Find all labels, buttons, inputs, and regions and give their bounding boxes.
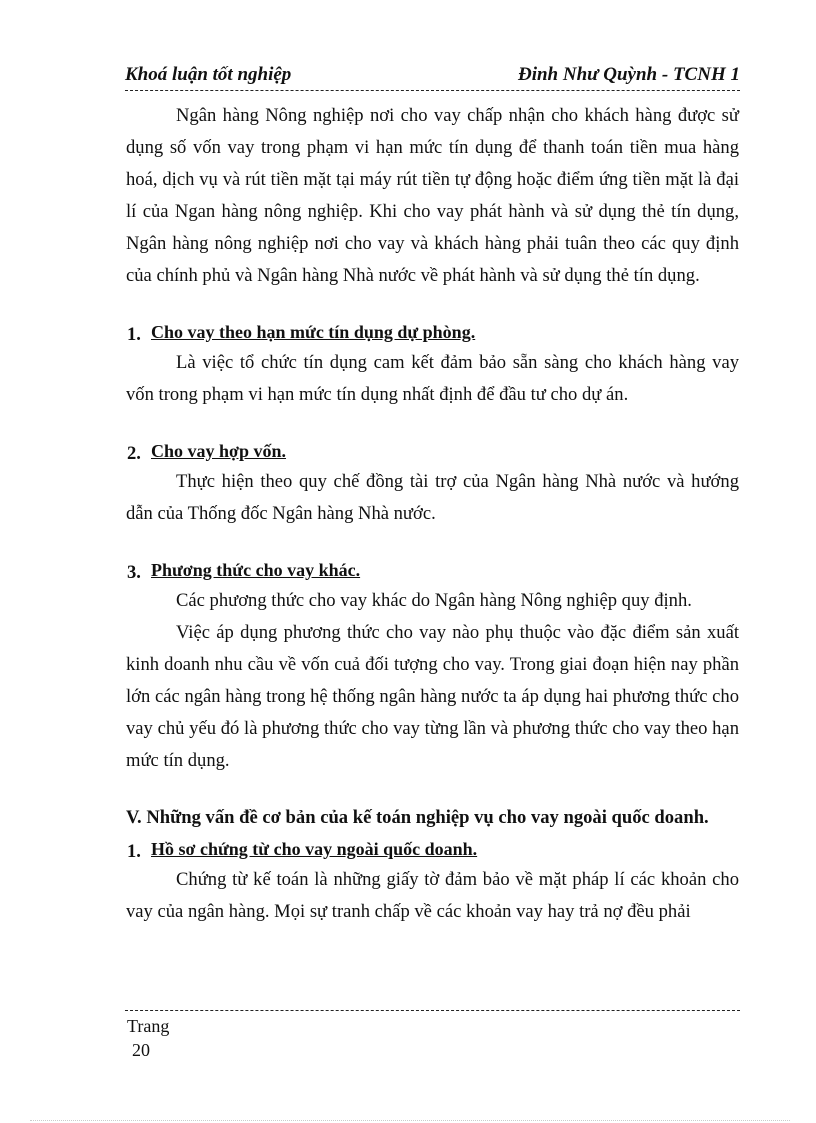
heading-number: 2. xyxy=(127,443,141,464)
spacer xyxy=(126,530,739,555)
spacer xyxy=(126,777,739,802)
page-body xyxy=(126,100,739,928)
footer-divider xyxy=(125,1010,740,1011)
paragraph-credit-card: Ngân hàng Nông nghiệp nơi cho vay chấp nhận cho khách hàng được sử dụng số vốn vay trong phạm vi hạn mức tín dụng để thanh toán tiền mua hàng hoá, dịch vụ và rút tiền mặt tại máy rút tiền tự động hoặc điểm ứng tiền mặt là đại lí của Ngan hàng nông nghiệp. Khi cho vay phát hành và sử dụng thẻ tín dụng, Ngân hàng nông nghiệp nơi cho vay và khách hàng phải tuân theo các quy định của chính phủ và Ngân hàng Nhà nước về phát hành và sử dụng thẻ tín dụng. xyxy=(126,105,739,286)
paragraph-other-methods: Các phương thức cho vay khác do Ngân hàng Nông nghiệp quy định. xyxy=(176,590,692,611)
header-divider xyxy=(125,90,740,91)
paragraph-loan-documents: Chứng từ kế toán là những giấy tờ đảm bảo về mặt pháp lí các khoản cho vay của ngân hàng. Mọi sự tranh chấp về các khoản vay hay trả nợ đều phải xyxy=(126,869,739,922)
heading-number: 1. xyxy=(127,324,141,345)
heading-number: 1. xyxy=(127,841,141,862)
heading-number: 3. xyxy=(127,562,141,583)
heading-text: Cho vay theo hạn mức tín dụng dự phòng. xyxy=(151,322,476,342)
header-author: Đinh Như Quỳnh - TCNH 1 xyxy=(517,64,740,85)
spacer xyxy=(126,292,739,317)
paragraph-method-selection: Việc áp dụng phương thức cho vay nào phụ thuộc vào đặc điểm sản xuất kinh doanh nhu cầu về vốn cuả đối tượng cho vay. Trong giai đoạn hiện nay phần lớn các ngân hàng trong hệ thống ngân hàng nước ta áp dụng hai phương thức cho vay chủ yếu đó là phương thức cho vay từng lần và phương thức cho vay theo hạn mức tín dụng. xyxy=(126,622,739,771)
footer-page-label: Trang xyxy=(127,1016,170,1036)
page-header xyxy=(125,62,740,90)
page-bottom-edge xyxy=(30,1120,790,1121)
spacer xyxy=(126,411,739,436)
heading-text: Cho vay hợp vốn. xyxy=(151,441,287,461)
paragraph-syndicated-loan: Thực hiện theo quy chế đồng tài trợ của Ngân hàng Nhà nước và hướng dẫn của Thống đốc Ngân hàng Nhà nước. xyxy=(126,471,739,524)
footer-page-number: 20 xyxy=(132,1040,150,1060)
heading-text: Hồ sơ chứng từ cho vay ngoài quốc doanh. xyxy=(151,839,478,859)
heading-standby-credit xyxy=(126,317,739,347)
section-heading-v: V. Những vấn đề cơ bản của kế toán nghiệp vụ cho vay ngoài quốc doanh. xyxy=(126,807,709,828)
paragraph-standby-credit: Là việc tổ chức tín dụng cam kết đảm bảo sẵn sàng cho khách hàng vay vốn trong phạm vi hạn mức tín dụng nhất định để đầu tư cho dự án. xyxy=(126,352,739,405)
heading-syndicated-loan xyxy=(126,436,739,466)
heading-loan-documents xyxy=(126,834,739,864)
heading-text: Phương thức cho vay khác. xyxy=(151,560,361,580)
heading-other-methods xyxy=(126,555,739,585)
header-thesis-title: Khoá luận tốt nghiệp xyxy=(125,64,292,85)
